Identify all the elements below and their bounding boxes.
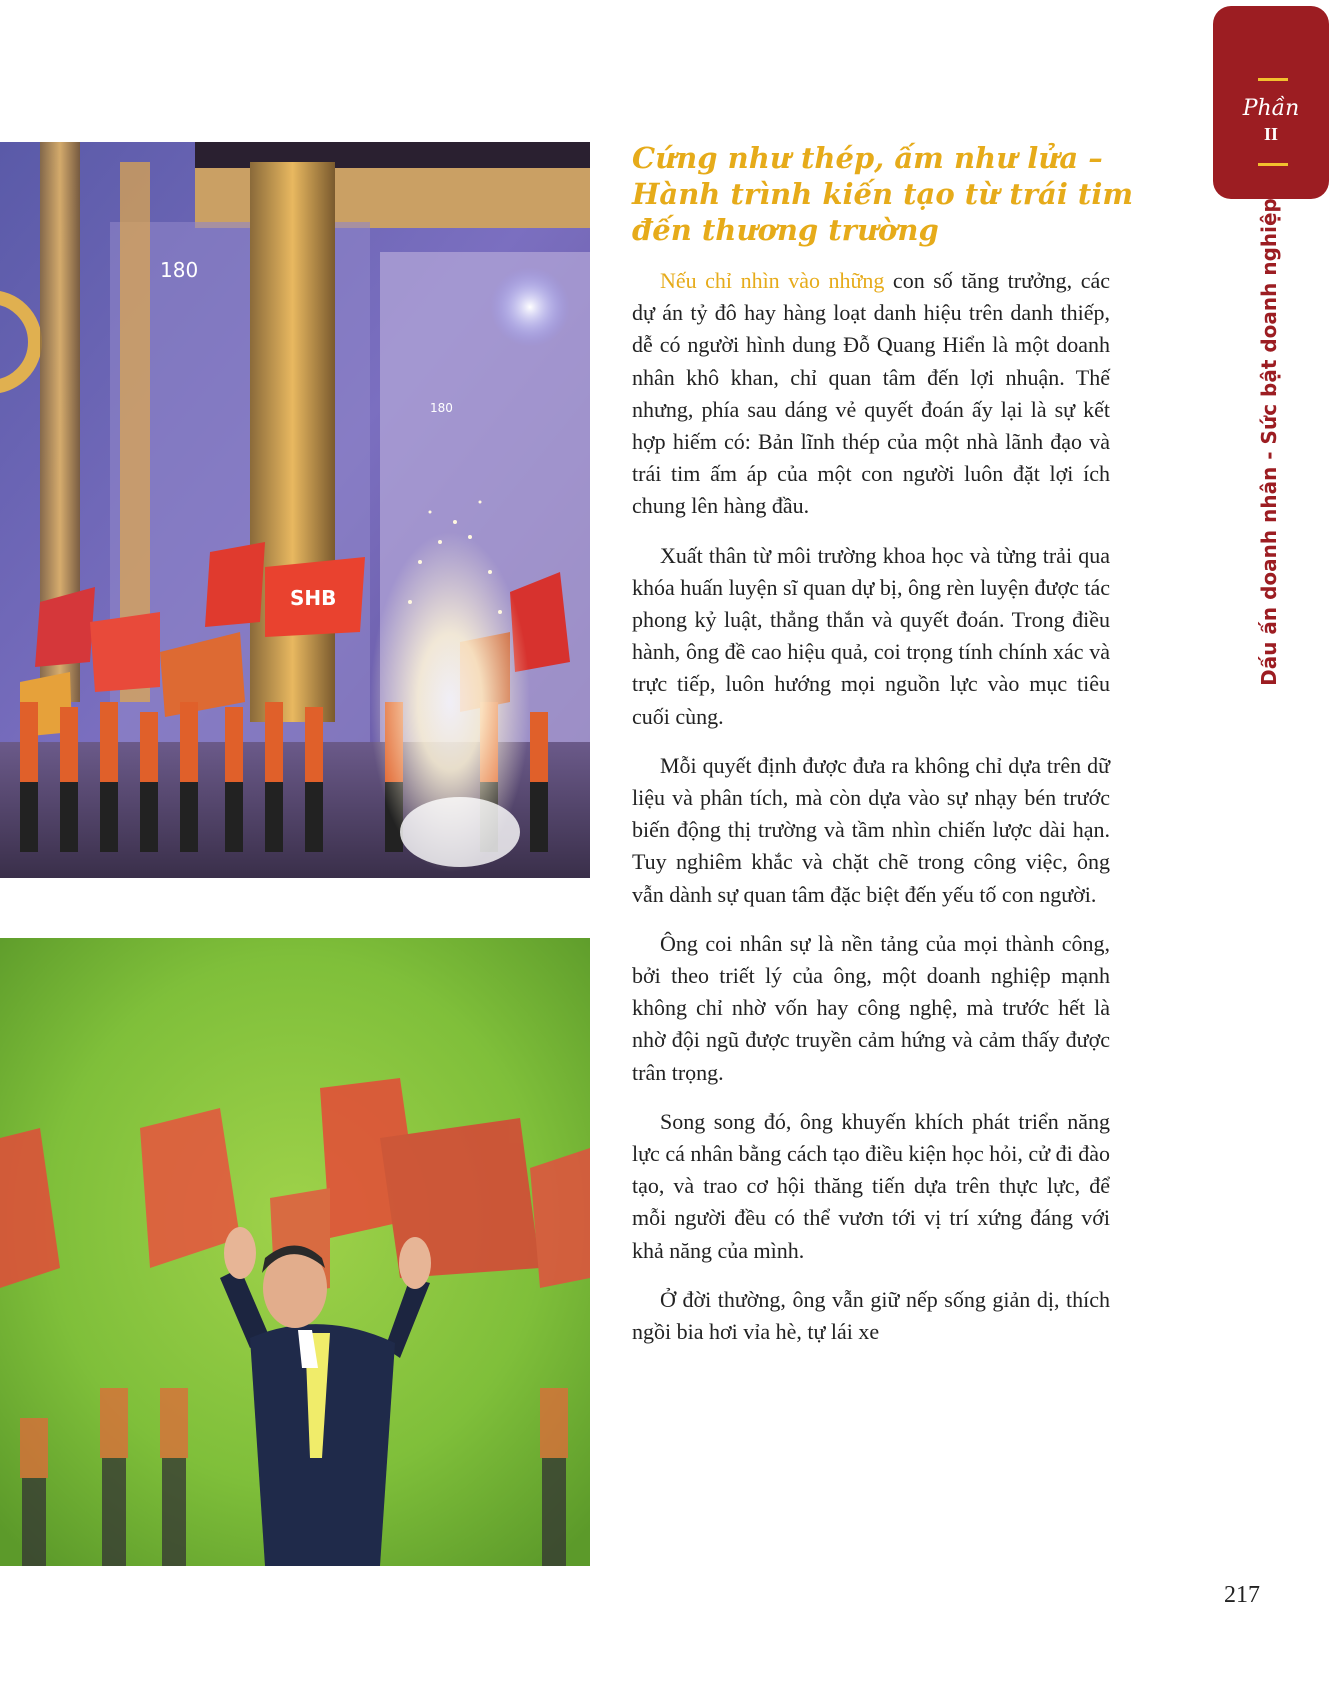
tab-part-label: Phần xyxy=(1242,96,1300,121)
heading-line-1: Cứng như thép, ấm như lửa – xyxy=(632,141,1103,175)
tab-divider-top xyxy=(1258,78,1288,81)
paragraph-1 xyxy=(632,265,1110,523)
photo-stage-flags xyxy=(0,142,590,878)
paragraph-1-text: con số tăng trưởng, các dự án tỷ đô hay hàng loạt danh hiệu trên danh thiếp, dễ có người hình dung Đỗ Quang Hiển là một doanh nhân khô khan, chỉ quan tâm đến lợi nhuận. Thế nhưng, phía sau dáng vẻ quyết đoán ấy lại là sự kết hợp hiếm có: Bản lĩnh thép của một nhà lãnh đạo và trái tim ấm áp của một con người luôn đặt lợi ích chung lên hàng đầu. xyxy=(632,268,1110,519)
article-body xyxy=(632,265,1110,1365)
photo-stage-flags-image xyxy=(0,142,590,878)
section-side-label xyxy=(1257,198,1281,686)
paragraph-6: Ở đời thường, ông vẫn giữ nếp sống giản dị, thích ngồi bia hơi vỉa hè, tự lái xe xyxy=(632,1286,1110,1345)
paragraph-1-lead: Nếu chỉ nhìn vào những xyxy=(660,268,885,293)
tab-divider-bottom xyxy=(1258,163,1288,166)
section-side-label-text: Dấu ấn doanh nhân - Sức bật doanh nghiệp xyxy=(1257,198,1281,686)
tab-part-number: II xyxy=(1263,124,1278,144)
article-heading xyxy=(632,140,1134,248)
paragraph-2: Xuất thân từ môi trường khoa học và từng trải qua khóa huấn luyện sĩ quan dự bị, ông rèn luyện được tác phong kỷ luật, thẳng thắn và quyết đoán. Trong điều hành, ông đề cao hiệu quả, coi trọng tính chính xác và trực tiếp, luôn hướng mọi nguồn lực vào mục tiêu cuối cùng. xyxy=(632,542,1110,729)
paragraph-4: Ông coi nhân sự là nền tảng của mọi thành công, bởi theo triết lý của ông, một doanh nghiệp mạnh không chỉ nhờ vốn hay công nghệ, mà trước hết là nhờ đội ngũ được truyền cảm hứng và cảm thấy được trân trọng. xyxy=(632,930,1110,1085)
heading-line-3: đến thương trường xyxy=(632,213,939,247)
heading-line-2: Hành trình kiến tạo từ trái tim xyxy=(632,177,1134,211)
stage-number-1: 180 xyxy=(160,258,199,282)
paragraph-3: Mỗi quyết định được đưa ra không chỉ dựa trên dữ liệu và phân tích, mà còn dựa vào sự nhạy bén trước biến động thị trường và tầm nhìn chiến lược dài hạn. Tuy nghiêm khắc và chặt chẽ trong công việc, ông vẫn dành sự quan tâm đặc biệt đến yếu tố con người. xyxy=(632,752,1110,907)
page-number: 217 xyxy=(1224,1582,1260,1608)
photo-leader-waving xyxy=(0,938,590,1566)
flag-logo-text: SHB xyxy=(290,586,337,610)
photo-leader-waving-image xyxy=(0,938,590,1566)
paragraph-5: Song song đó, ông khuyến khích phát triển năng lực cá nhân bằng cách tạo điều kiện học hỏi, cử đi đào tạo, và trao cơ hội thăng tiến dựa trên thực lực, để mỗi người đều có thể vươn tới vị trí xứng đáng với khả năng của mình. xyxy=(632,1108,1110,1263)
chapter-tab xyxy=(1213,6,1329,199)
stage-number-2: 180 xyxy=(430,401,453,415)
